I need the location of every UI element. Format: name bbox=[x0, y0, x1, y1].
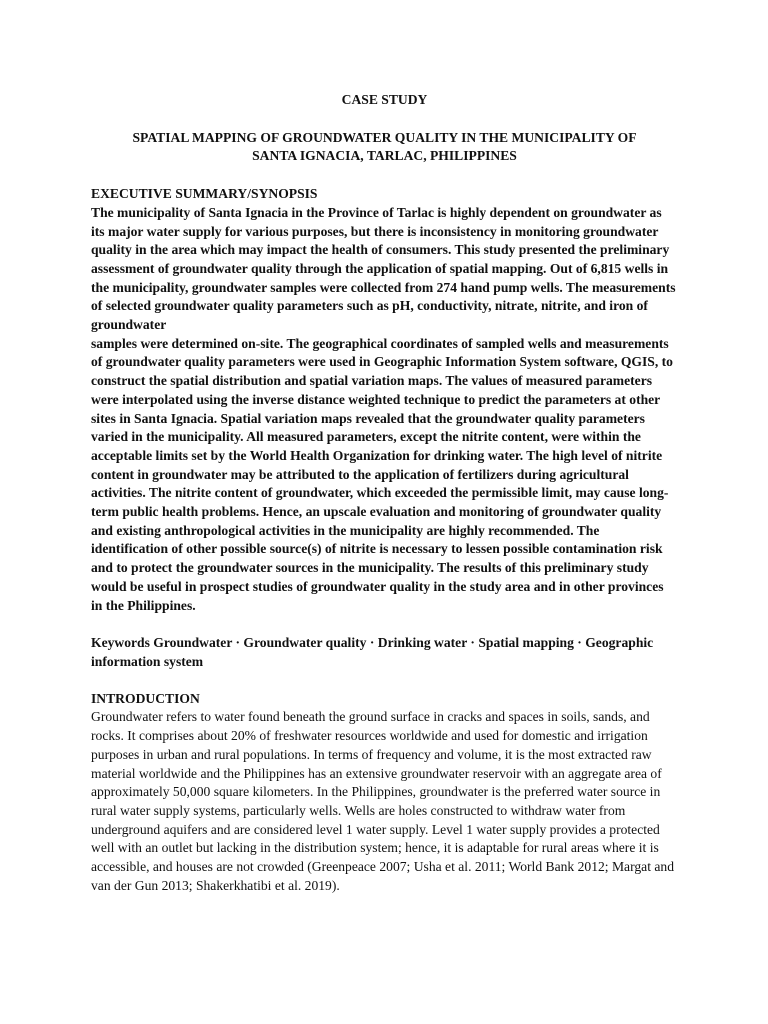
executive-summary-paragraph-1: The municipality of Santa Ignacia in the Province of Tarlac is highly dependent on groundwater as its major water supply for various purposes, but there is inconsistency in monitoring groundwater quality in the area which may impact the health of consumers. This study presented the preliminary assessment of groundwater quality through the application of spatial mapping. Out of 6,815 wells in the municipality, groundwater samples were collected from 274 hand pump wells. The measurements of selected groundwater quality parameters such as pH, conductivity, nitrate, nitrite, and iron of groundwater bbox=[91, 204, 676, 333]
keywords: Keywords Groundwater · Groundwater quality · Drinking water · Spatial mapping · Geographic information system bbox=[91, 635, 654, 669]
case-study-label: CASE STUDY bbox=[341, 92, 428, 107]
executive-summary-heading: EXECUTIVE SUMMARY/SYNOPSIS bbox=[91, 186, 318, 202]
introduction-paragraph: Groundwater refers to water found beneath the ground surface in cracks and spaces in soils, sands, and rocks. It comprises about 20% of freshwater resources worldwide and used for domestic and irrigation purposes in urban and rural populations. In terms of frequency and volume, it is the most extracted raw material worldwide and the Philippines has an extensive groundwater reservoir with an aggregate area of approximately 50,000 square kilometers. In the Philippines, groundwater is the preferred water source in rural water supply systems, particularly wells. Wells are holes constructed to withdraw water from underground aquifers and are considered level 1 water supply. Level 1 water supply provides a protected well with an outlet but lacking in the distribution system; hence, it is adaptable for rural areas where it is accessible, and houses are not crowded (Greenpeace 2007; Usha et al. 2011; World Bank 2012; Margat and van der Gun 2013; Shakerkhatibi et al. 2019). bbox=[91, 709, 675, 893]
document-title-line-1: SPATIAL MAPPING OF GROUNDWATER QUALITY IN THE MUNICIPALITY OF bbox=[132, 129, 637, 145]
introduction-heading: INTRODUCTION bbox=[91, 690, 200, 706]
document-title bbox=[91, 129, 678, 166]
executive-summary-paragraph-2: samples were determined on-site. The geographical coordinates of sampled wells and measurements of groundwater quality parameters were used in Geographic Information System software, QGIS, to construct the spatial distribution and spatial variation maps. The values of measured parameters were interpolated using the inverse distance weighted technique to predict the parameters at other sites in Santa Ignacia. Spatial variation maps revealed that the groundwater quality parameters varied in the municipality. All measured parameters, except the nitrite content, were within the acceptable limits set by the World Health Organization for drinking water. The high level of nitrite content in groundwater may be attributed to the application of fertilizers during agricultural activities. The nitrite content of groundwater, which exceeded the permissible limit, may cause long-term public health problems. Hence, an upscale evaluation and monitoring of groundwater quality and existing anthropological activities in the municipality are highly recommended. The identification of other possible source(s) of nitrite is necessary to lessen possible contamination risk and to protect the groundwater sources in the municipality. The results of this preliminary study would be useful in prospect studies of groundwater quality in the study area and in other provinces in the Philippines. bbox=[91, 335, 673, 613]
document-title-line-2: SANTA IGNACIA, TARLAC, PHILIPPINES bbox=[252, 148, 517, 164]
